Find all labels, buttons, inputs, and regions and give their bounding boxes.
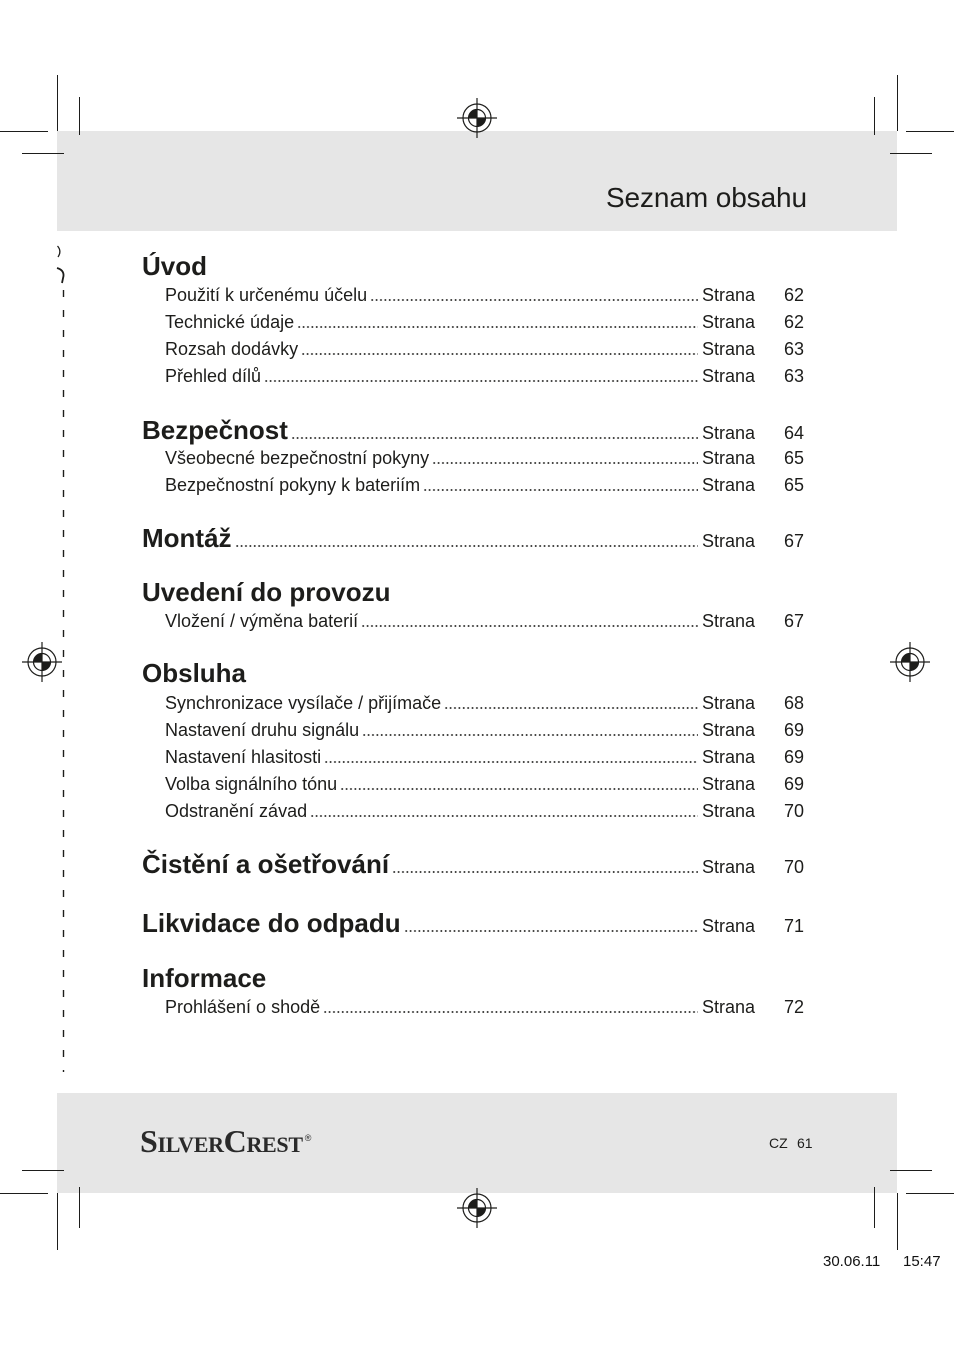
dot-leader xyxy=(340,788,698,790)
section-title: Likvidace do odpadu xyxy=(142,908,401,938)
entry-title: Nastavení hlasitosti xyxy=(165,747,322,767)
dot-leader xyxy=(423,489,698,491)
toc-entry xyxy=(165,309,804,336)
page-number: 69 xyxy=(783,720,804,740)
page-label: Strana xyxy=(702,611,756,631)
registration-quadrant xyxy=(477,118,486,127)
dot-leader xyxy=(404,930,698,932)
page-number: 70 xyxy=(783,857,804,877)
dot-leader xyxy=(301,353,698,355)
toc-entry xyxy=(165,771,804,798)
toc-entry xyxy=(165,994,804,1021)
page-label: Strana xyxy=(702,774,756,794)
page-number: 65 xyxy=(783,448,804,468)
registration-quadrant xyxy=(469,110,478,119)
registration-quadrant xyxy=(42,662,51,671)
registered-mark: ® xyxy=(304,1133,312,1143)
dot-leader xyxy=(324,761,698,763)
toc-section-heading xyxy=(142,523,804,556)
page-label: Strana xyxy=(702,857,756,877)
entry-title: Technické údaje xyxy=(165,312,295,332)
toc-section-heading xyxy=(142,963,804,993)
page-number: 62 xyxy=(783,312,804,332)
registration-mark-bottom xyxy=(457,1188,497,1228)
dot-leader xyxy=(432,462,698,464)
dot-leader xyxy=(444,707,698,709)
page-number: 67 xyxy=(783,611,804,631)
section-title: Čistění a ošetřování xyxy=(142,849,390,879)
entry-title: Odstranění závad xyxy=(165,801,308,821)
page-number: 70 xyxy=(783,801,804,821)
entry-title: Vložení / výměna baterií xyxy=(165,611,359,631)
page-label: Strana xyxy=(702,312,756,332)
registration-quadrant xyxy=(902,654,911,663)
page-number: 72 xyxy=(783,997,804,1017)
dot-leader xyxy=(291,437,698,439)
page-number: 65 xyxy=(783,475,804,495)
toc-section-heading xyxy=(142,658,804,688)
dot-leader xyxy=(392,871,698,873)
section-title: Uvedení do provozu xyxy=(142,577,391,607)
page-label: Strana xyxy=(702,366,756,386)
toc-section-heading xyxy=(142,415,804,448)
toc-section-heading xyxy=(142,251,804,281)
section-title: Montáž xyxy=(142,523,232,553)
page-number: 68 xyxy=(783,693,804,713)
registration-mark-top xyxy=(457,98,497,138)
entry-title: Použití k určenému účelu xyxy=(165,285,368,305)
toc-entry xyxy=(165,798,804,825)
dot-leader xyxy=(362,734,698,736)
section-title: Obsluha xyxy=(142,658,247,688)
section-title: Úvod xyxy=(142,251,207,281)
page-number: 69 xyxy=(783,774,804,794)
page-label: Strana xyxy=(702,720,756,740)
toc-entry xyxy=(165,363,804,390)
page-label: Strana xyxy=(702,285,756,305)
language-code: CZ xyxy=(769,1135,788,1151)
page-title: Seznam obsahu xyxy=(605,182,807,213)
toc-section-heading xyxy=(142,849,804,882)
page-number: 63 xyxy=(783,366,804,386)
page-number: 67 xyxy=(783,531,804,551)
toc-entry xyxy=(165,608,804,635)
fold-mark xyxy=(57,268,64,283)
page-label: Strana xyxy=(702,475,756,495)
toc-entry xyxy=(165,336,804,363)
toc-entry xyxy=(165,445,804,472)
toc-section-heading xyxy=(142,577,804,607)
entry-title: Nastavení druhu signálu xyxy=(165,720,360,740)
page-label: Strana xyxy=(702,531,756,551)
page-label: Strana xyxy=(702,916,756,936)
brand-logo xyxy=(140,1120,311,1159)
page-number-footer: 61 xyxy=(797,1135,813,1151)
page-number: 62 xyxy=(783,285,804,305)
dot-leader xyxy=(297,326,698,328)
print-time: 15:47 xyxy=(903,1253,941,1270)
entry-title: Přehled dílů xyxy=(165,366,262,386)
page-label: Strana xyxy=(702,693,756,713)
page-label: Strana xyxy=(702,801,756,821)
page-number: 63 xyxy=(783,339,804,359)
page-label: Strana xyxy=(702,747,756,767)
dot-leader xyxy=(235,545,698,547)
page-label: Strana xyxy=(702,423,756,443)
dot-leader xyxy=(370,299,698,301)
dot-leader xyxy=(310,815,698,817)
entry-title: Synchronizace vysílače / přijímače xyxy=(165,693,442,713)
registration-quadrant xyxy=(469,1200,478,1209)
entry-title: Rozsah dodávky xyxy=(165,339,299,359)
toc-entry xyxy=(165,282,804,309)
registration-quadrant xyxy=(910,662,919,671)
toc-entry xyxy=(165,717,804,744)
section-title: Informace xyxy=(142,963,267,993)
fold-mark xyxy=(58,246,60,257)
toc-section-heading xyxy=(142,908,804,941)
registration-mark-right xyxy=(890,642,930,682)
toc-entry xyxy=(165,690,804,717)
dot-leader xyxy=(264,380,698,382)
entry-title: Volba signálního tónu xyxy=(165,774,338,794)
registration-quadrant xyxy=(34,654,43,663)
page-number: 71 xyxy=(783,916,804,936)
registration-quadrant xyxy=(477,1208,486,1217)
page-label: Strana xyxy=(702,339,756,359)
brand-name: SilverCrest xyxy=(140,1123,303,1159)
toc-entry xyxy=(165,472,804,499)
page-number: 64 xyxy=(783,423,804,443)
entry-title: Všeobecné bezpečnostní pokyny xyxy=(165,448,430,468)
entry-title: Bezpečnostní pokyny k bateriím xyxy=(165,475,421,495)
dot-leader xyxy=(361,625,698,627)
toc-entry xyxy=(165,744,804,771)
page-label: Strana xyxy=(702,448,756,468)
dot-leader xyxy=(323,1011,698,1013)
entry-title: Prohlášení o shodě xyxy=(165,997,321,1017)
registration-mark-left xyxy=(22,642,62,682)
section-title: Bezpečnost xyxy=(142,415,288,445)
print-date: 30.06.11 xyxy=(823,1253,881,1270)
page-number: 69 xyxy=(783,747,804,767)
page-label: Strana xyxy=(702,997,756,1017)
